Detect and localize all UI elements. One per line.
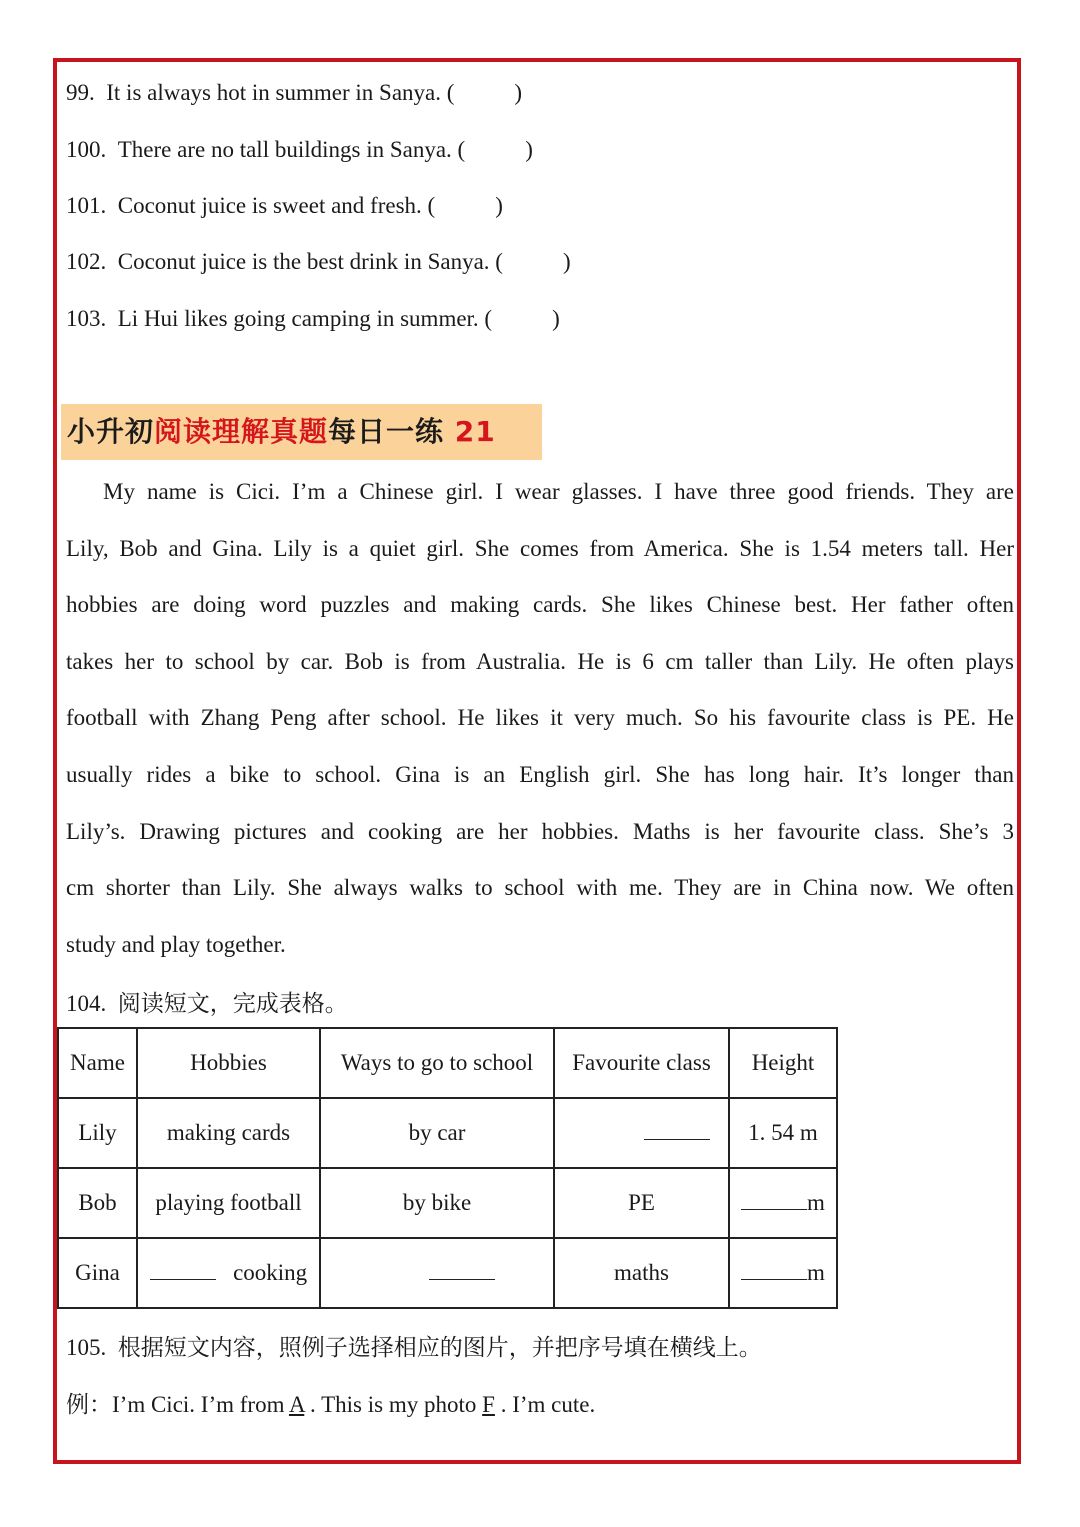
example-label: 例： [66,1392,112,1417]
answer-close: ) [525,137,533,162]
question-number: 105. [66,1335,107,1360]
answer-close: ) [514,80,523,105]
question-text: Li Hui likes going camping in summer. ( [117,306,493,331]
cell-ways [320,1238,554,1308]
fill-blank[interactable] [429,1261,495,1280]
answer-close: ) [552,306,560,331]
passage-line: My name is Cici. I’m a Chinese girl. I wear glasses. I have three good friends. They are [103,479,1014,504]
question-99 [66,80,522,106]
fill-blank[interactable] [150,1261,216,1280]
example-line [66,1386,595,1419]
answer-close: ) [562,249,571,274]
question-104 [66,985,348,1018]
section-banner [61,404,542,460]
question-number: 102. [66,249,107,274]
question-text: 根据短文内容，照例子选择相应的图片，并把序号填在横线上。 [117,1335,762,1360]
banner-part3: 每日一练 [328,415,445,448]
cell-name: Lily [58,1098,137,1168]
question-102 [66,249,571,275]
passage-line: Lily, Bob and Gina. Lily is a quiet girl. She comes from America. She is 1.54 meters tall. Her [66,535,1014,561]
cell-height [729,1238,837,1308]
header-hobbies: Hobbies [137,1028,320,1098]
table-row [58,1168,837,1238]
passage-line: study and play together. [66,931,286,957]
height-unit: m [807,1260,825,1285]
table-row [58,1238,837,1308]
question-text: It is always hot in summer in Sanya. ( [106,80,455,105]
question-number: 100. [66,137,107,162]
question-100 [66,137,533,163]
question-number: 101. [66,193,107,218]
question-text: There are no tall buildings in Sanya. ( [117,137,466,162]
banner-part1: 小升初 [67,415,155,448]
question-number: 103. [66,306,107,331]
cell-name: Bob [58,1168,137,1238]
fill-blank[interactable] [644,1121,710,1140]
question-103 [66,306,560,332]
table-header-row [58,1028,837,1098]
example-text-3: . I’m cute. [494,1392,596,1417]
passage-line: football with Zhang Peng after school. He likes it very much. So his favourite class is PE. He [66,705,1014,731]
height-unit: m [807,1190,825,1215]
fill-blank[interactable] [741,1261,807,1280]
example-answer-f: F [482,1392,495,1417]
example-answer-a: A [288,1392,305,1417]
question-text: 阅读短文，完成表格。 [117,991,348,1016]
question-text: Coconut juice is the best drink in Sanya. ( [117,249,503,274]
table-row [58,1098,837,1168]
example-text-2: . This is my photo [304,1392,483,1417]
cell-hobbies: making cards [137,1098,320,1168]
cell-name: Gina [58,1238,137,1308]
header-ways: Ways to go to school [320,1028,554,1098]
passage-line: Lily’s. Drawing pictures and cooking are her hobbies. Maths is her favourite class. She’s 3 [66,818,1014,844]
cell-favourite [554,1098,729,1168]
header-height: Height [729,1028,837,1098]
passage-line: cm shorter than Lily. She always walks to school with me. They are in China now. We often [66,875,1014,901]
cell-ways: by car [320,1098,554,1168]
question-101 [66,193,503,219]
header-name: Name [58,1028,137,1098]
cell-height [729,1168,837,1238]
example-text-1: I’m Cici. I’m from [112,1392,289,1417]
question-number: 104. [66,991,107,1016]
cell-favourite: maths [554,1238,729,1308]
question-105 [66,1329,762,1362]
cell-hobbies [137,1238,320,1308]
info-table [57,1027,838,1309]
passage-line: hobbies are doing word puzzles and making cards. She likes Chinese best. Her father often [66,592,1014,618]
reading-passage [66,464,1014,973]
answer-close: ) [495,193,503,218]
cell-hobbies: playing football [137,1168,320,1238]
cell-favourite: PE [554,1168,729,1238]
banner-part2: 阅读理解真题 [154,415,329,448]
cell-ways: by bike [320,1168,554,1238]
passage-line: usually rides a bike to school. Gina is an English girl. She has long hair. It’s longer than [66,761,1014,787]
cell-height: 1. 54 m [729,1098,837,1168]
question-number: 99. [66,80,95,105]
fill-blank[interactable] [741,1191,807,1210]
passage-line: takes her to school by car. Bob is from Australia. He is 6 cm taller than Lily. He often plays [66,648,1014,674]
banner-number: 21 [454,415,496,448]
question-text: Coconut juice is sweet and fresh. ( [117,193,436,218]
hobby-text: cooking [233,1260,308,1285]
header-favourite: Favourite class [554,1028,729,1098]
